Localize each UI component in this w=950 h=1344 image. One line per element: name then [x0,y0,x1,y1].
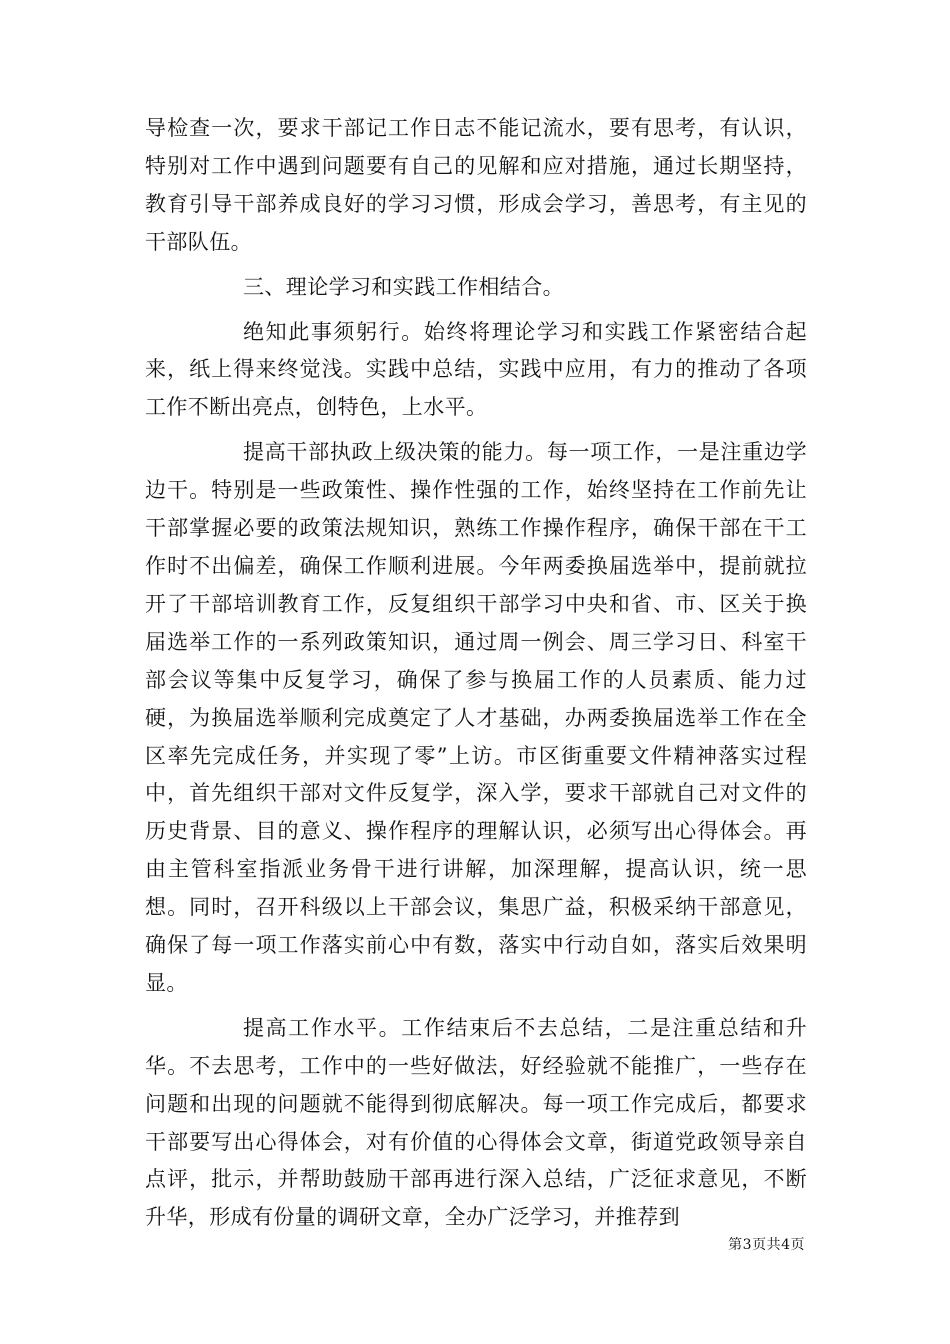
page-number-footer: 第3页共4页 [728,1237,805,1253]
paragraph-practice: 绝知此事须躬行。始终将理论学习和实践工作紧密结合起来，纸上得来终觉浅。实践中总结，实践中应用，有力的推动了各项工作不断出亮点，创特色，上水平。 [145,319,807,420]
paragraph-work-level: 提高工作水平。工作结束后不去总结，二是注重总结和升华。不去思考，工作中的一些好做法，好经验就不能推广，一些存在问题和出现的问题就不能得到彻底解决。每一项工作完成后，都要求干部要写出心得体会，对有价值的心得体会文章，街道党政领导亲自点评，批示，并帮助鼓励干部再进行深入总结，广泛征求意见，不断升华，形成有份量的调研文章，全办广泛学习，并推荐到 [145,1015,807,1230]
paragraph-continuation: 导检查一次，要求干部记工作日志不能记流水，要有思考，有认识，特别对工作中遇到问题要有自己的见解和应对措施，通过长期坚持，教育引导干部养成良好的学习习惯，形成会学习，善思考，有主见的干部队伍。 [145,116,807,254]
section-heading: 三、理论学习和实践工作相结合。 [243,274,564,299]
paragraph-decision-ability: 提高干部执政上级决策的能力。每一项工作，一是注重边学边干。特别是一些政策性、操作性强的工作，始终坚持在工作前先让干部掌握必要的政策法规知识，熟练工作操作程序，确保干部在干工作时不出偏差，确保工作顺利进展。今年两委换届选举中，提前就拉开了干部培训教育工作，反复组织干部学习中央和省、市、区关于换届选举工作的一系列政策知识，通过周一例会、周三学习日、科室干部会议等集中反复学习，确保了参与换届工作的人员素质、能力过硬，为换届选举顺利完成奠定了人才基础，办两委换届选举工作在全区率先完成任务，并实现了零”上访。市区街重要文件精神落实过程中，首先组织干部对文件反复学，深入学，要求干部就自己对文件的历史背景、目的意义、操作程序的理解认识，必须写出心得体会。再由主管科室指派业务骨干进行讲解，加深理解，提高认识，统一思想。同时，召开科级以上干部会议，集思广益，积极采纳干部意见，确保了每一项工作落实前心中有数，落实中行动自如，落实后效果明显。 [145,440,807,995]
body-text [145,110,807,1237]
